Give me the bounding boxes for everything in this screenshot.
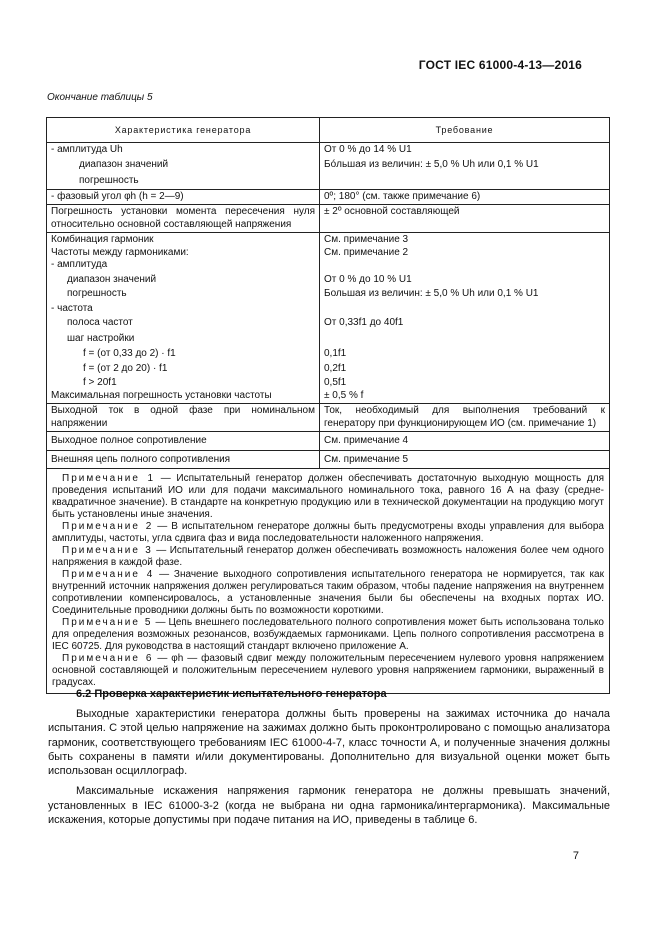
cell-text: f = (от 2 до 20) · f1 <box>83 362 168 374</box>
cell-text: 0,2f1 <box>324 362 347 374</box>
cell-text: От 0,33f1 до 40f1 <box>324 317 404 328</box>
note-label: Примечание 5 <box>62 617 153 628</box>
cell-text: Бóльшая из величин: ± 5,0 % Uh или 0,1 % U1 <box>324 158 539 170</box>
note-text: — φh — фазовый сдвиг между положительным пересечением нулевого уровня напряжением основной составляющей и положительным пересечением нулевого уровня напряжением гармоники, выраженный в градусах. <box>52 653 605 688</box>
table-row <box>47 143 610 190</box>
note-label: Примечание 4 <box>62 569 155 580</box>
cell-text: От 0 % до 10 % U1 <box>324 273 412 285</box>
cell-text: Ток, необходимый для выполнения требований к генератору при функционирующем ИО (см. примечание 1) <box>324 405 605 429</box>
cell-text <box>324 303 605 316</box>
table-row <box>47 205 610 233</box>
document-code: ГОСТ IEC 61000-4-13—2016 <box>418 58 582 72</box>
cell-text: См. примечание 3 <box>324 234 409 245</box>
cell-text: ± 2º основной составляющей <box>324 206 460 217</box>
note-5 <box>52 617 604 653</box>
cell-text: ± 0,5 % f <box>324 389 364 401</box>
cell-text: См. примечание 5 <box>324 453 409 465</box>
note-3 <box>52 545 604 569</box>
note-6 <box>52 653 604 689</box>
table-header-row <box>47 118 610 143</box>
table-notes-row <box>47 469 610 694</box>
col-header-requirement: Требование <box>320 118 610 143</box>
cell-text: - амплитуда Uh <box>51 144 123 155</box>
cell-text: Комбинация гармоник <box>51 234 154 245</box>
cell-text <box>324 259 605 272</box>
cell-text: Погрешность установки момента пересечения нуля относительно основной составляющей напряжения <box>51 206 315 230</box>
cell-text: См. примечание 2 <box>324 246 409 258</box>
note-label: Примечание 2 <box>62 521 154 532</box>
requirements-table <box>46 117 610 694</box>
note-text: — Испытательный генератор должен обеспечивать достаточную выходную мощность для проведения испытаний ИО или для подачи максимального номинального тока, равного 16 А на фазу (средне-квадратичное значение). В стандарте на конкретную продукцию или в технической документации на продукцию могут быть установлены иные значения. <box>52 473 604 520</box>
cell-text: Большая из величин: ± 5,0 % Uh или 0,1 % U1 <box>324 288 539 299</box>
table-row <box>47 233 610 404</box>
cell-text <box>324 175 605 187</box>
note-text: — Значение выходного сопротивления испытательного генератора не нормируется, так как внутренний источник напряжения должен регулироваться таким образом, чтобы падение напряжения на внутреннем сопротивлении компенсировалось, а установленные значения были бы обеспечены на входных портах ИО. Соединительные проводники должны быть по возможности короткими. <box>52 569 604 616</box>
cell-text: полоса частот <box>67 317 133 328</box>
cell-text: Выходной ток в одной фазе при номинальном напряжении <box>51 405 315 429</box>
note-1 <box>52 473 604 521</box>
note-text: — Испытательный генератор должен обеспечивать возможность наложения более чем одного напряжения в каждой фазе. <box>52 545 604 568</box>
cell-text: От 0 % до 14 % U1 <box>324 144 412 155</box>
cell-text: См. примечание 4 <box>324 435 409 446</box>
note-label: Примечание 1 <box>62 473 156 484</box>
cell-text: - амплитуда <box>51 259 108 270</box>
cell-text: погрешность <box>79 175 139 186</box>
note-text: — Цепь внешнего последовательного полного сопротивления может быть использована только для определения возможных резонансов, возбуждаемых гармониками. Цепь полного сопротивления рассмотрена в IEC 60725. Для руководства в настоящий стандарт включено приложение А. <box>52 617 604 652</box>
table-caption: Окончание таблицы 5 <box>47 92 153 103</box>
table-row <box>47 432 610 451</box>
cell-text: f > 20f1 <box>83 377 117 388</box>
table-row <box>47 450 610 469</box>
cell-text: 0,1f1 <box>324 348 347 359</box>
note-text: — В испытательном генераторе должны быть предусмотрены входы управления для выбора амплитуды, частоты, угла сдвига фаз и вида последовательности наложенного напряжения. <box>52 521 604 544</box>
cell-text: 0,5f1 <box>324 377 347 388</box>
cell-text: Внешняя цепь полного сопротивления <box>51 453 231 465</box>
cell-text <box>324 333 605 346</box>
cell-text: Выходное полное сопротивление <box>51 435 207 446</box>
cell-text: - фазовый угол φh (h = 2—9) <box>51 190 184 202</box>
cell-text: Максимальная погрешность установки частоты <box>51 389 272 401</box>
cell-text: - частота <box>51 302 93 314</box>
note-4 <box>52 569 604 617</box>
table-notes <box>47 469 610 694</box>
cell-text: f = (от 0,33 до 2) · f1 <box>83 348 176 359</box>
note-label: Примечание 6 <box>62 653 154 664</box>
cell-text: 0º; 180° (см. также примечание 6) <box>324 190 481 202</box>
cell-text: шаг настройки <box>67 332 135 344</box>
note-2 <box>52 521 604 545</box>
body-text <box>48 707 610 827</box>
table-row <box>47 404 610 432</box>
cell-text: диапазон значений <box>79 158 169 170</box>
note-label: Примечание 3 <box>62 545 153 556</box>
table-row <box>47 189 610 205</box>
cell-text: погрешность <box>67 288 127 299</box>
section-title: 6.2 Проверка характеристик испытательного генератора <box>76 688 387 700</box>
cell-text: Частоты между гармониками: <box>51 246 189 258</box>
paragraph: Выходные характеристики генератора должны быть проверены на зажимах источника до начала испытания. С этой целью напряжение на зажимах должно быть проконтролировано с помощью анализатора гармоник, соответствующего требованиям IEC 61000-4-7, класс точности А, и полученные значения должны быть сохранены в памяти и/или документированы. Дополнительно для визуальной оценки может быть использован осциллограф. <box>48 708 610 778</box>
paragraph: Максимальные искажения напряжения гармоник генератора не должны превышать значений, установленных в IEC 61000-3-2 (когда не выбрана ни одна гармоника/интергармоника). Максимальные искажения, которые допустимы при подаче питания на ИО, приведены в таблице 6. <box>48 785 610 827</box>
cell-text: диапазон значений <box>67 273 157 285</box>
col-header-characteristic: Характеристика генератора <box>47 118 320 143</box>
page-number: 7 <box>572 850 579 862</box>
